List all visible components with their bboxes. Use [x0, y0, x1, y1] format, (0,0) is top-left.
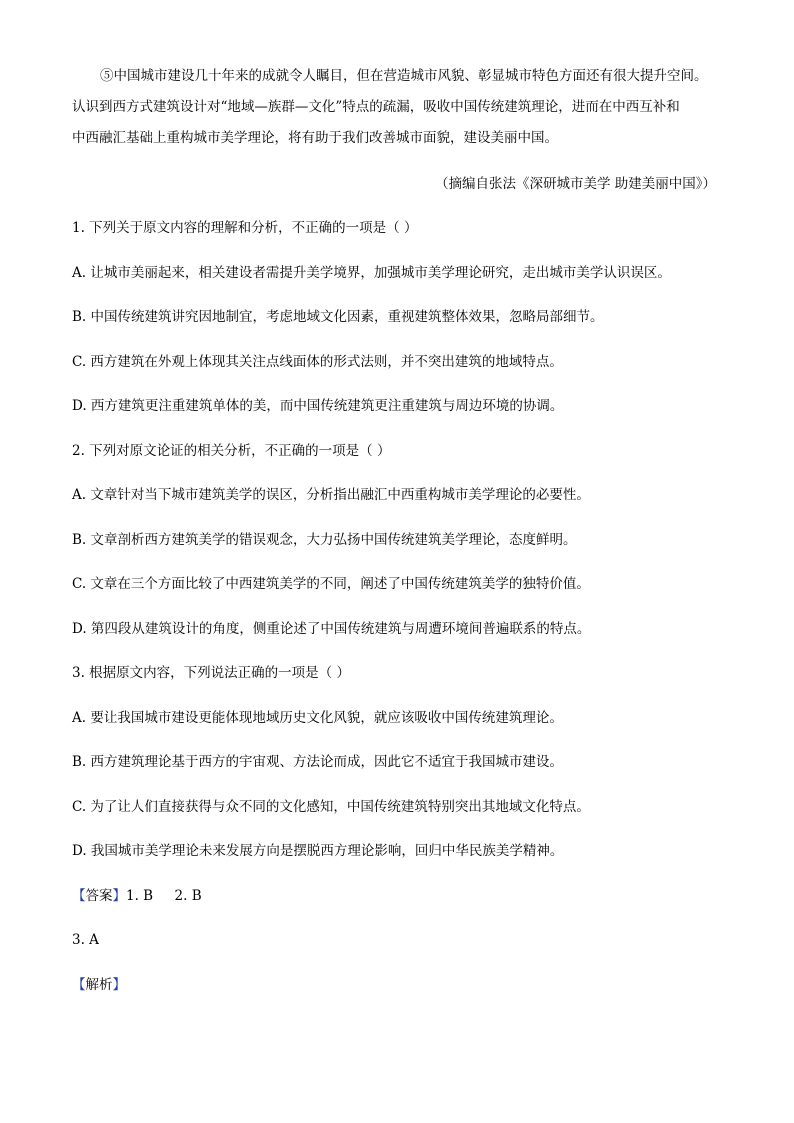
question-3-option-a: A. 要让我国城市建设更能体现地域历史文化风貌，就应该吸收中国传统建筑理论。 — [72, 710, 563, 726]
question-3-stem: 3. 根据原文内容，下列说法正确的一项是（ ） — [72, 665, 350, 681]
answer-line-2: 3. A — [72, 932, 99, 948]
passage-line-3: 中西融汇基础上重构城市美学理论，将有助于我们改善城市面貌，建设美丽中国。 — [72, 130, 558, 146]
question-1-option-d: D. 西方建筑更注重建筑单体的美，而中国传统建筑更注重建筑与周边环境的协调。 — [72, 398, 564, 414]
analysis-heading — [72, 975, 126, 995]
analysis-tag: 【解析】 — [72, 977, 126, 993]
question-3-option-c: C. 为了让人们直接获得与众不同的文化感知，中国传统建筑特别突出其地域文化特点。 — [72, 799, 590, 815]
question-3-option-b: B. 西方建筑理论基于西方的宇宙观、方法论而成，因此它不适宜于我国城市建设。 — [72, 754, 564, 770]
question-1-option-c: C. 西方建筑在外观上体现其关注点线面体的形式法则，并不突出建筑的地域特点。 — [72, 354, 563, 370]
answer-tag: 【答案】 — [72, 888, 126, 904]
question-1-stem: 1. 下列关于原文内容的理解和分析，不正确的一项是（ ） — [72, 220, 418, 236]
passage-line-2: 认识到西方式建筑设计对“地域—族群—文化”特点的疏漏，吸收中国传统建筑理论，进而在中西互补和 — [72, 99, 680, 115]
answer-line-1 — [72, 886, 202, 906]
passage-line-1: ⑤中国城市建设几十年来的成就令人瞩目，但在营造城市风貌、彰显城市特色方面还有很大提升空间。 — [100, 68, 708, 84]
question-1-option-b: B. 中国传统建筑讲究因地制宜，考虑地域文化因素，重视建筑整体效果，忽略局部细节。 — [72, 309, 604, 325]
question-3-option-d: D. 我国城市美学理论未来发展方向是摆脱西方理论影响，回归中华民族美学精神。 — [72, 843, 564, 859]
question-2-option-b: B. 文章剖析西方建筑美学的错误观念，大力弘扬中国传统建筑美学理论，态度鲜明。 — [72, 532, 577, 548]
passage-source: （摘编自张法《深研城市美学 助建美丽中国》） — [434, 176, 716, 192]
question-2-option-d: D. 第四段从建筑设计的角度，侧重论述了中国传统建筑与周遭环境间普遍联系的特点。 — [72, 621, 591, 637]
question-2-option-a: A. 文章针对当下城市建筑美学的误区，分析指出融汇中西重构城市美学理论的必要性。 — [72, 487, 590, 503]
question-2-option-c: C. 文章在三个方面比较了中西建筑美学的不同，阐述了中国传统建筑美学的独特价值。 — [72, 576, 590, 592]
answer-text-1: 1. B 2. B — [126, 888, 202, 904]
question-1-option-a: A. 让城市美丽起来，相关建设者需提升美学境界，加强城市美学理论研究，走出城市美学认识误区。 — [72, 265, 671, 281]
question-2-stem: 2. 下列对原文论证的相关分析，不正确的一项是（ ） — [72, 443, 391, 459]
